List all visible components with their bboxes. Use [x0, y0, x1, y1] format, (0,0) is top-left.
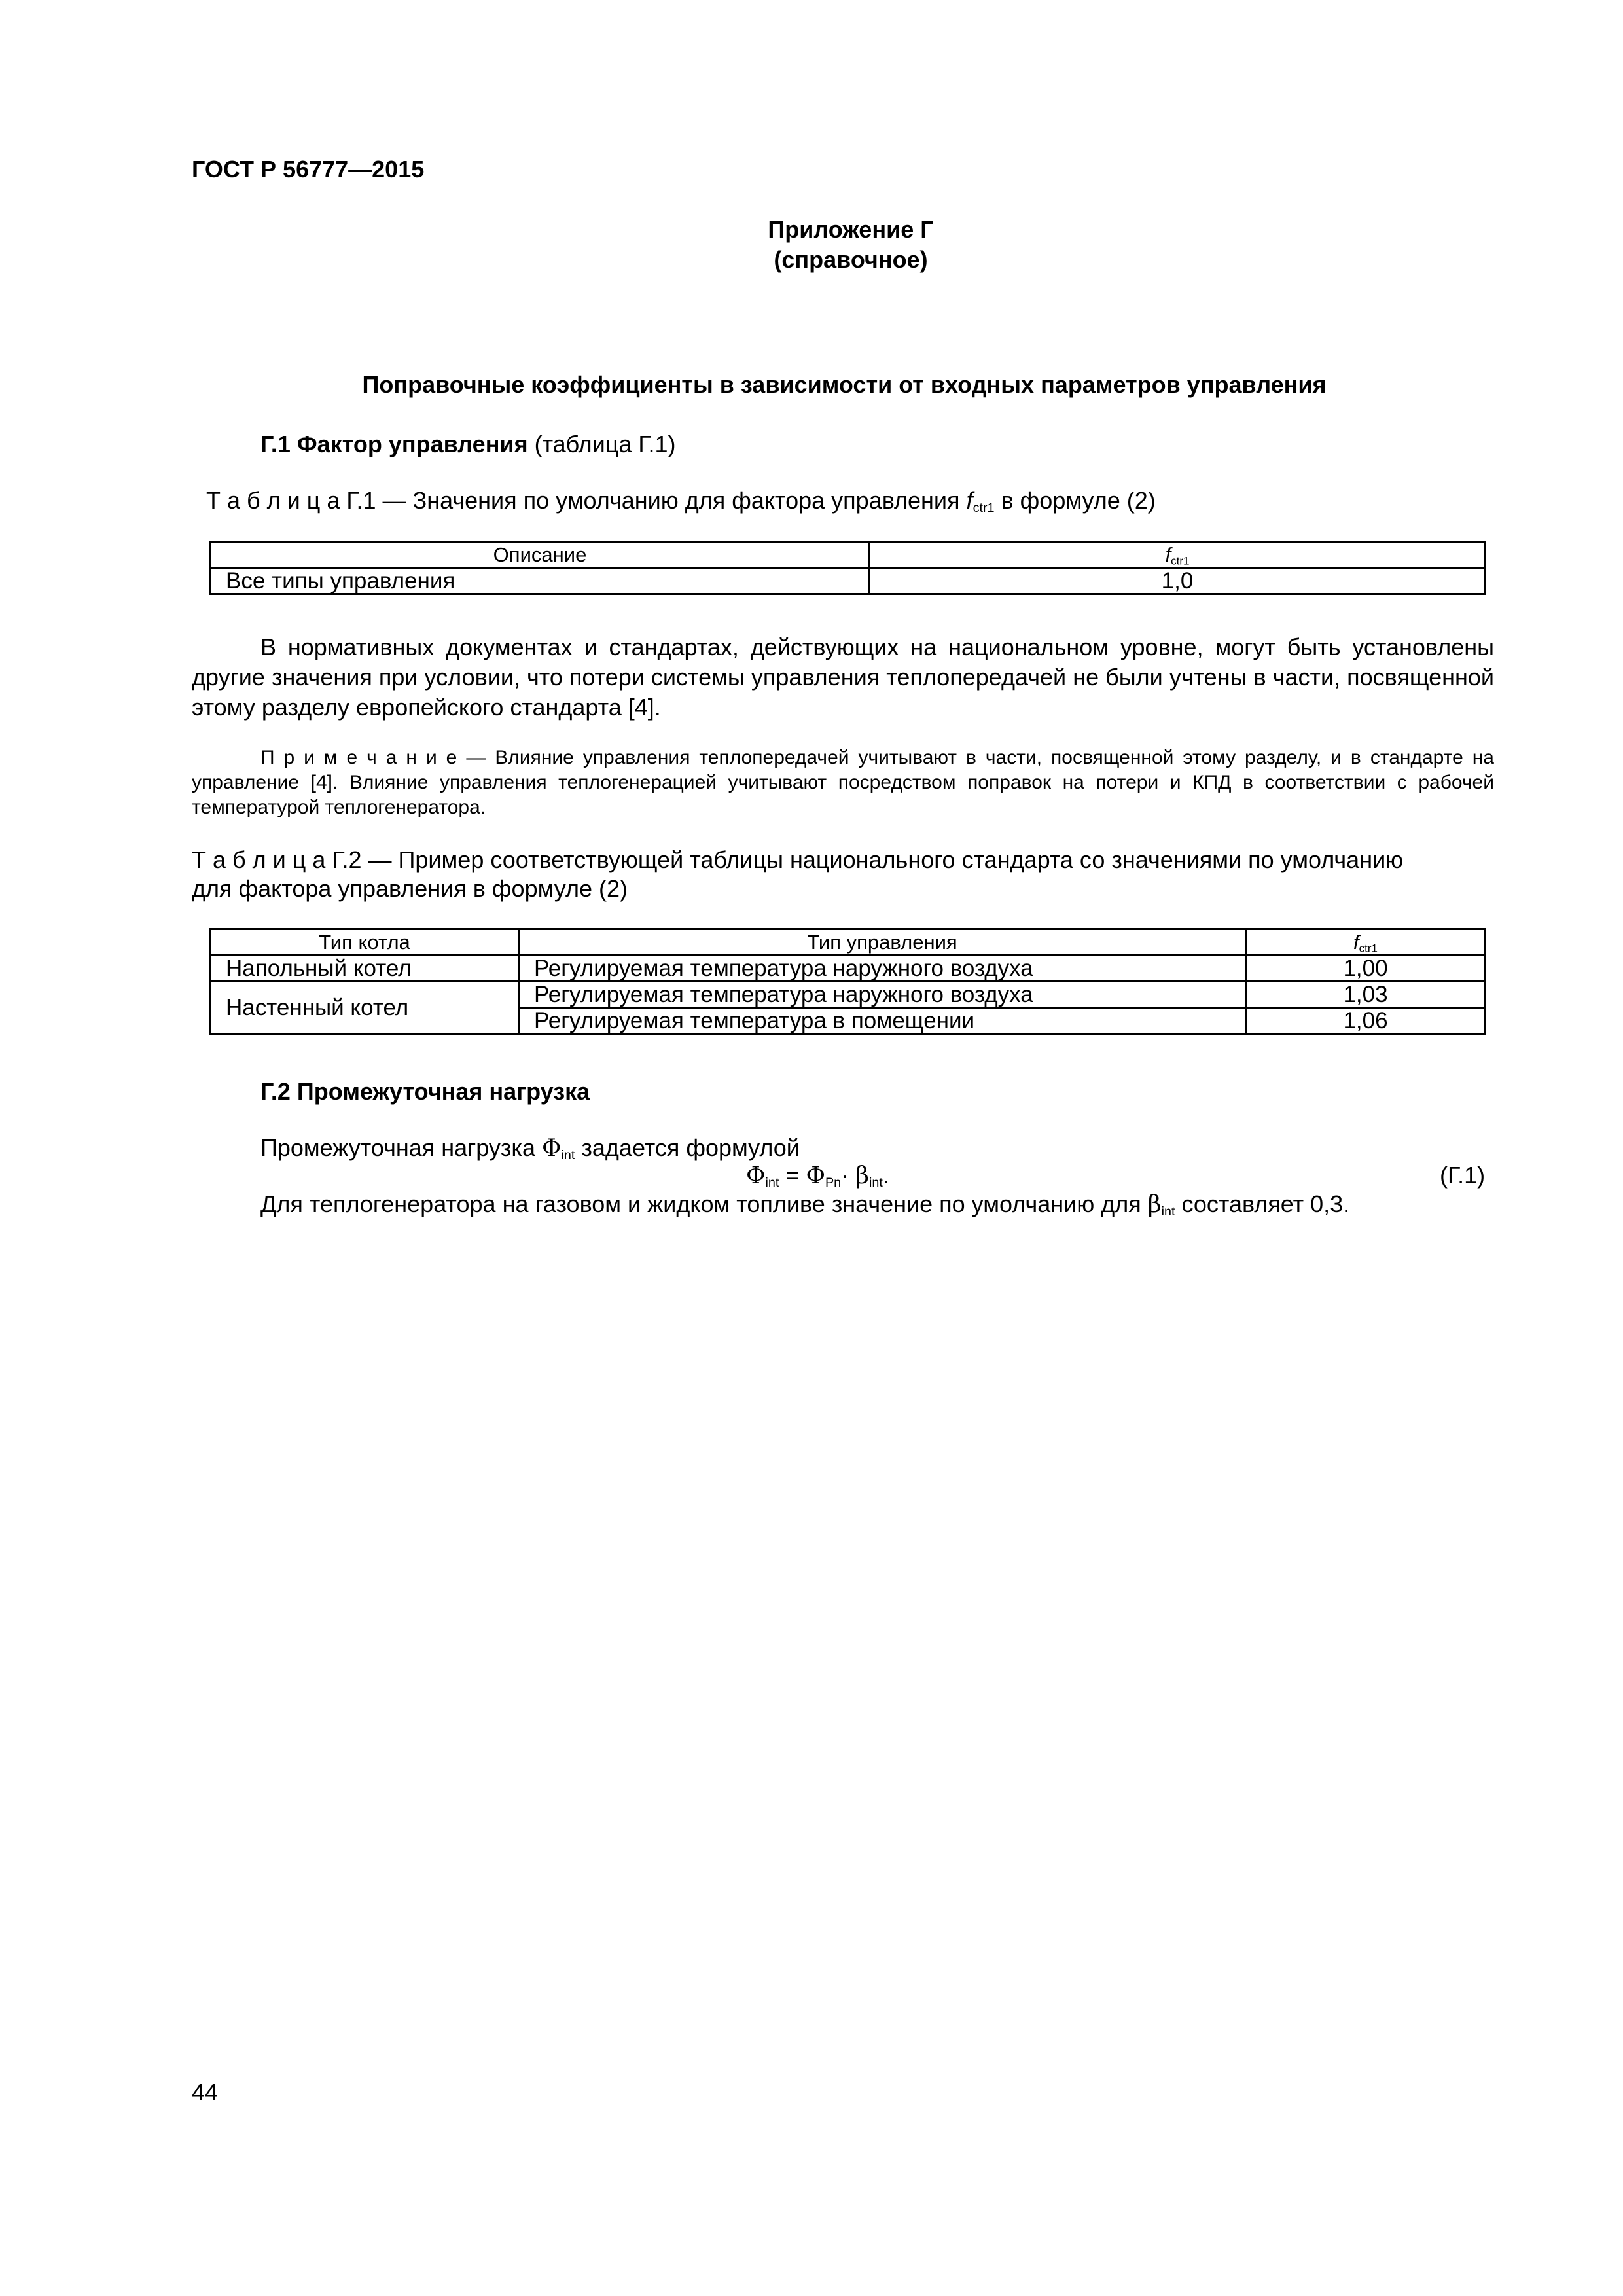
- section-g1-heading: [260, 429, 676, 459]
- note-label: П р и м е ч а н и е: [260, 747, 457, 768]
- table-g2-cell-boiler: Напольный котел: [211, 956, 519, 982]
- phi-symbol: Φ: [541, 1135, 562, 1162]
- document-code: ГОСТ Р 56777—2015: [192, 156, 425, 183]
- table-g1-caption-f: f: [966, 487, 973, 514]
- table-g1-header-f: f: [1165, 543, 1171, 566]
- page-number: 44: [192, 2079, 219, 2106]
- table-g1-cell-value: 1,0: [870, 568, 1486, 594]
- table-g2-caption-label: Т а б л и ц а: [192, 846, 326, 873]
- table-row: [211, 956, 1486, 982]
- table-g1-caption-end: в формуле (2): [994, 487, 1156, 514]
- table-g2-cell-control: Регулируемая температура наружного воздуха: [519, 982, 1246, 1008]
- table-g1-cell-description: Все типы управления: [211, 568, 870, 594]
- table-row: [211, 568, 1486, 594]
- table-g2-header-fctr1: [1246, 929, 1486, 956]
- formula-intro-text: Промежуточная нагрузка: [260, 1134, 542, 1161]
- table-g1-header-sub: ctr1: [1171, 554, 1190, 567]
- table-g1-header-row: [211, 542, 1486, 568]
- eq-sub-pn: Pn: [825, 1175, 842, 1190]
- table-g2-cell-value: 1,06: [1246, 1008, 1486, 1034]
- table-g1-header-description: Описание: [211, 542, 870, 568]
- eq-phi-pn: Φ: [806, 1162, 825, 1189]
- section-g1-heading-bold: Г.1 Фактор управления: [260, 431, 528, 457]
- formula-equation: [746, 1160, 889, 1191]
- table-g2-header-boiler: Тип котла: [211, 929, 519, 956]
- eq-phi-int: Φ: [746, 1162, 766, 1189]
- eq-end: .: [882, 1162, 889, 1189]
- table-g2-cell-value: 1,00: [1246, 956, 1486, 982]
- phi-subscript: int: [561, 1147, 575, 1162]
- eq-beta: β: [855, 1162, 869, 1189]
- table-g1-header-fctr1: [870, 542, 1486, 568]
- table-g2-cell-control: Регулируемая температура наружного воздуха: [519, 956, 1246, 982]
- table-g2-header-sub: ctr1: [1359, 942, 1378, 955]
- table-g1-caption: [206, 486, 1156, 516]
- table-g2-header-f: f: [1353, 931, 1359, 954]
- table-g2: [209, 928, 1486, 1035]
- main-title: Поправочные коэффициенты в зависимости от входных параметров управления: [362, 371, 1327, 398]
- eq-dot: ·: [841, 1162, 856, 1189]
- table-row: [211, 982, 1486, 1008]
- appendix-status: (справочное): [774, 246, 928, 273]
- note-text: — Влияние управления теплопередачей учитывают в части, посвященной этому разделу, и в стандарте на управление [4]. Влияние управления теплогенерацией учитывают посредством поправок на потери и КПД в соответствии с рабочей температурой теплогенератора.: [192, 747, 1494, 818]
- section-g2-heading: Г.2 Промежуточная нагрузка: [260, 1078, 590, 1105]
- table-g2-header-control: Тип управления: [519, 929, 1246, 956]
- table-g1-caption-label: Т а б л и ц а: [206, 487, 340, 514]
- table-g2-cell-control: Регулируемая температура в помещении: [519, 1008, 1246, 1034]
- paragraph-national-standards: В нормативных документах и стандартах, действующих на национальном уровне, могут быть установлены другие значения при условии, что потери системы управления теплопередачей не были учтены в части, посвященной этому разделу европейского стандарта [4].: [192, 634, 1494, 721]
- appendix-title: Приложение Г: [768, 216, 934, 243]
- table-g1: [209, 541, 1486, 595]
- formula-number: (Г.1): [1440, 1162, 1486, 1189]
- eq-sub-beta: int: [868, 1175, 883, 1190]
- table-g2-caption-line1: [192, 845, 1403, 875]
- after-beta: β: [1147, 1191, 1162, 1218]
- table-g2-header-row: [211, 929, 1486, 956]
- eq-equals: =: [779, 1162, 806, 1189]
- formula-intro: [260, 1133, 800, 1164]
- table-g2-cell-boiler: Настенный котел: [211, 982, 519, 1034]
- after-sub: int: [1161, 1204, 1175, 1219]
- formula-after-end: составляет 0,3.: [1175, 1191, 1350, 1217]
- note: [192, 745, 1494, 820]
- table-g1-caption-text: Г.1 — Значения по умолчанию для фактора управления: [340, 487, 967, 514]
- table-g2-caption-line2: для фактора управления в формуле (2): [192, 875, 628, 902]
- formula-intro-end: задается формулой: [575, 1134, 800, 1161]
- table-g2-cell-value: 1,03: [1246, 982, 1486, 1008]
- eq-sub-int: int: [765, 1175, 779, 1190]
- table-g1-caption-sub: ctr1: [972, 500, 995, 515]
- table-g2-caption-text: Г.2 — Пример соответствующей таблицы национального стандарта со значениями по умолчанию: [325, 846, 1404, 873]
- formula-after: [260, 1189, 1349, 1220]
- formula-after-text: Для теплогенератора на газовом и жидком топливе значение по умолчанию для: [260, 1191, 1148, 1217]
- section-g1-heading-rest: (таблица Г.1): [527, 431, 676, 457]
